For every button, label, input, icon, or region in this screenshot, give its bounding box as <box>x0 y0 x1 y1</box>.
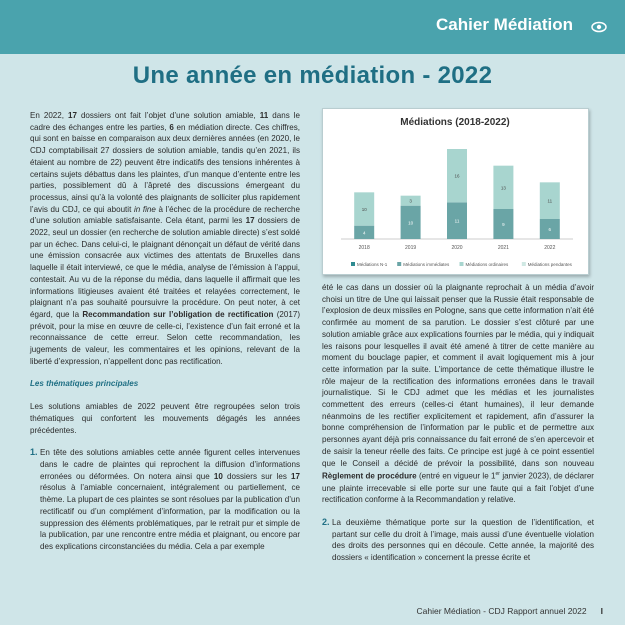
page-footer <box>417 606 603 616</box>
legend-label-3: Médiations pendantes <box>527 262 572 267</box>
x-tick-2021: 2021 <box>497 245 509 251</box>
chart-title: Médiations (2018-2022) <box>400 117 510 128</box>
data-label-2021-series-1: 9 <box>502 222 505 227</box>
data-label-2019-series-2: 3 <box>409 198 412 204</box>
data-label-2019-series-1: 10 <box>408 220 414 226</box>
legend-swatch-0 <box>351 262 355 266</box>
continuation-paragraph: été le cas dans un dossier où la plaignante reprochait à un média d’avoir choisi un titre de Une qui laissait penser que la Russie était responsable de l’explosion de deux missiles en Pologne, sans que cette information n’ait été confirmée au moment de sa parution. Le dossier s’est clôturé par une solution amiable grâce aux explications fournies par le média, qui y indiquait les raisons pour lesquelles il avait été amené à titrer de cette manière au moment du bouclage papier, et comment il avait logiquement mis à jour cette information par la suite. L’importance de cette thématique illustre le rôle majeur de la rectification des informations erronées dans le travail journalistique. Si le CDJ admet que les médias et les journalistes commettent des erreurs (celles-ci étant humaines), il leur demande néanmoins de les rectifier explicitement et rapidement, afin d’assurer la bonne compréhension de l’information par le public et de permettre aux personnes ayant déjà pris connaissance du fait erroné de s’en apercevoir et de saisir la teneur réelle des faits. Ce principe est jugé à ce point essentiel que le Conseil a décidé de prévoir la possibilité, dans son nouveau Règlement de procédure (entré en vigueur le 1er janvier 2023), de déclarer une plainte irrecevable si elle porte sur une faute qui a fait l’objet d’une rectification conforme à la Recommandation y relative. <box>322 283 594 505</box>
data-label-2018-series-1: 4 <box>362 230 366 236</box>
left-column <box>30 110 300 563</box>
chart-svg <box>323 109 588 274</box>
data-label-2020-series-2: 16 <box>454 173 460 179</box>
legend-label-2: Médiations ordinaires <box>465 262 509 267</box>
right-column <box>322 282 594 574</box>
eye-icon <box>591 20 607 34</box>
x-tick-2019: 2019 <box>405 245 417 251</box>
data-label-2018-series-2: 10 <box>361 207 367 212</box>
mediations-chart <box>322 108 589 275</box>
x-tick-2022: 2022 <box>544 245 556 251</box>
legend-swatch-2 <box>460 262 464 266</box>
footer-text: Cahier Médiation - CDJ Rapport annuel 2022 <box>416 606 587 616</box>
themes-paragraph: Les solutions amiables de 2022 peuvent être regroupées selon trois thématiques qui confortent les mouvements dégagés les années précédentes. <box>30 402 300 435</box>
legend-swatch-1 <box>397 262 401 266</box>
header-bar <box>0 0 625 54</box>
list-item-2: 2. La deuxième thématique porte sur la question de l’identification, et partant sur celle du droit à l’image, mais aussi d’une éventuelle violation des droits des personnes qui en découle. Cette année, la majorité des dossiers « identification » concernent la presse écrite et <box>322 517 594 563</box>
page-number: I <box>600 606 603 616</box>
intro-paragraph: En 2022, 17 dossiers ont fait l’objet d’une solution amiable, 11 dans le cadre des échanges entre les parties, 6 en médiation directe. Ces chiffres, qui sont en baisse en comparaison aux deux dernières années (en 2020, le CDJ comptabilisait 27 dossiers de solution amiable, tandis qu’en 2021, ils étaient au nombre de 22) peuvent être indicatifs des tensions inhérentes à certains sujets débattus dans les plaintes, d’un manque d’entente entre les parties, possiblement dû à l’âpreté des discussions émergeant du processus, ainsi qu’à la volonté des plaignants de solliciter plus rapidement l’avis du CDJ, ce qui aboutit in fine à l’échec de la procédure de recherche d’une solution amiable satisfaisante. Cela étant, parmi les 17 dossiers de 2022, seul un dossier (en recherche de solution amiable directe) s’est soldé par un échec. Dans celui-ci, le plaignant dénonçait un défaut de vérité dans une émission consacrée aux victimes des attentats de Bruxelles dans laquelle il était interviewé, ce que le média, analyse de l’émission à l’appui, contestait. Au vu de la réponse du média, dans laquelle il affirmait que les informations litigieuses avaient été traitées et relayées correctement, le plaignant n’a pas souhaité poursuivre la procédure. On peut noter, à cet égard, que la Recommandation sur l’obligation de rectification (2017) prévoit, pour la mise en œuvre de celle-ci, l’existence d’un fait erroné et la reconnaissance de cette erreur. Selon cette recommandation, les jugements de valeur, les commentaires et les opinions, relevant de la liberté d’expression, n’appellent donc pas rectification. <box>30 111 301 366</box>
legend-label-0: Médiations N-1 <box>357 262 388 267</box>
data-label-2022-series-1: 6 <box>548 227 552 232</box>
section-title: Cahier Médiation <box>436 15 573 34</box>
data-label-2022-series-2: 11 <box>547 198 553 204</box>
x-tick-2020: 2020 <box>451 245 463 251</box>
legend-swatch-3 <box>522 262 526 266</box>
legend-label-1: Médiations immédiates <box>403 262 450 267</box>
data-label-2020-series-1: 11 <box>454 218 460 224</box>
x-tick-2018: 2018 <box>358 245 370 251</box>
page-title: Une année en médiation - 2022 <box>132 62 493 89</box>
data-label-2021-series-2: 13 <box>500 185 506 191</box>
subheading: Les thématiques principales <box>30 379 139 389</box>
list-item-1: 1. En tête des solutions amiables cette année figurent celles intervenues dans le cadre de plaintes qui reprochent la diffusion d’informations erronées ou déformées. On notera ainsi que 10 dossiers sur les 17 résolus à l’amiable concernaient, intégralement ou partiellement, ce thème. La plupart de ces plaintes se sont résolues par la publication d’un rectificatif ou d’un complément d’information, par la modification ou la suppression des éléments problématiques, par le retrait pur et simple de la publication, par une rencontre entre média et plaignant, ou encore par des explications circonstanciées du média. Cela a par exemple <box>30 447 300 551</box>
